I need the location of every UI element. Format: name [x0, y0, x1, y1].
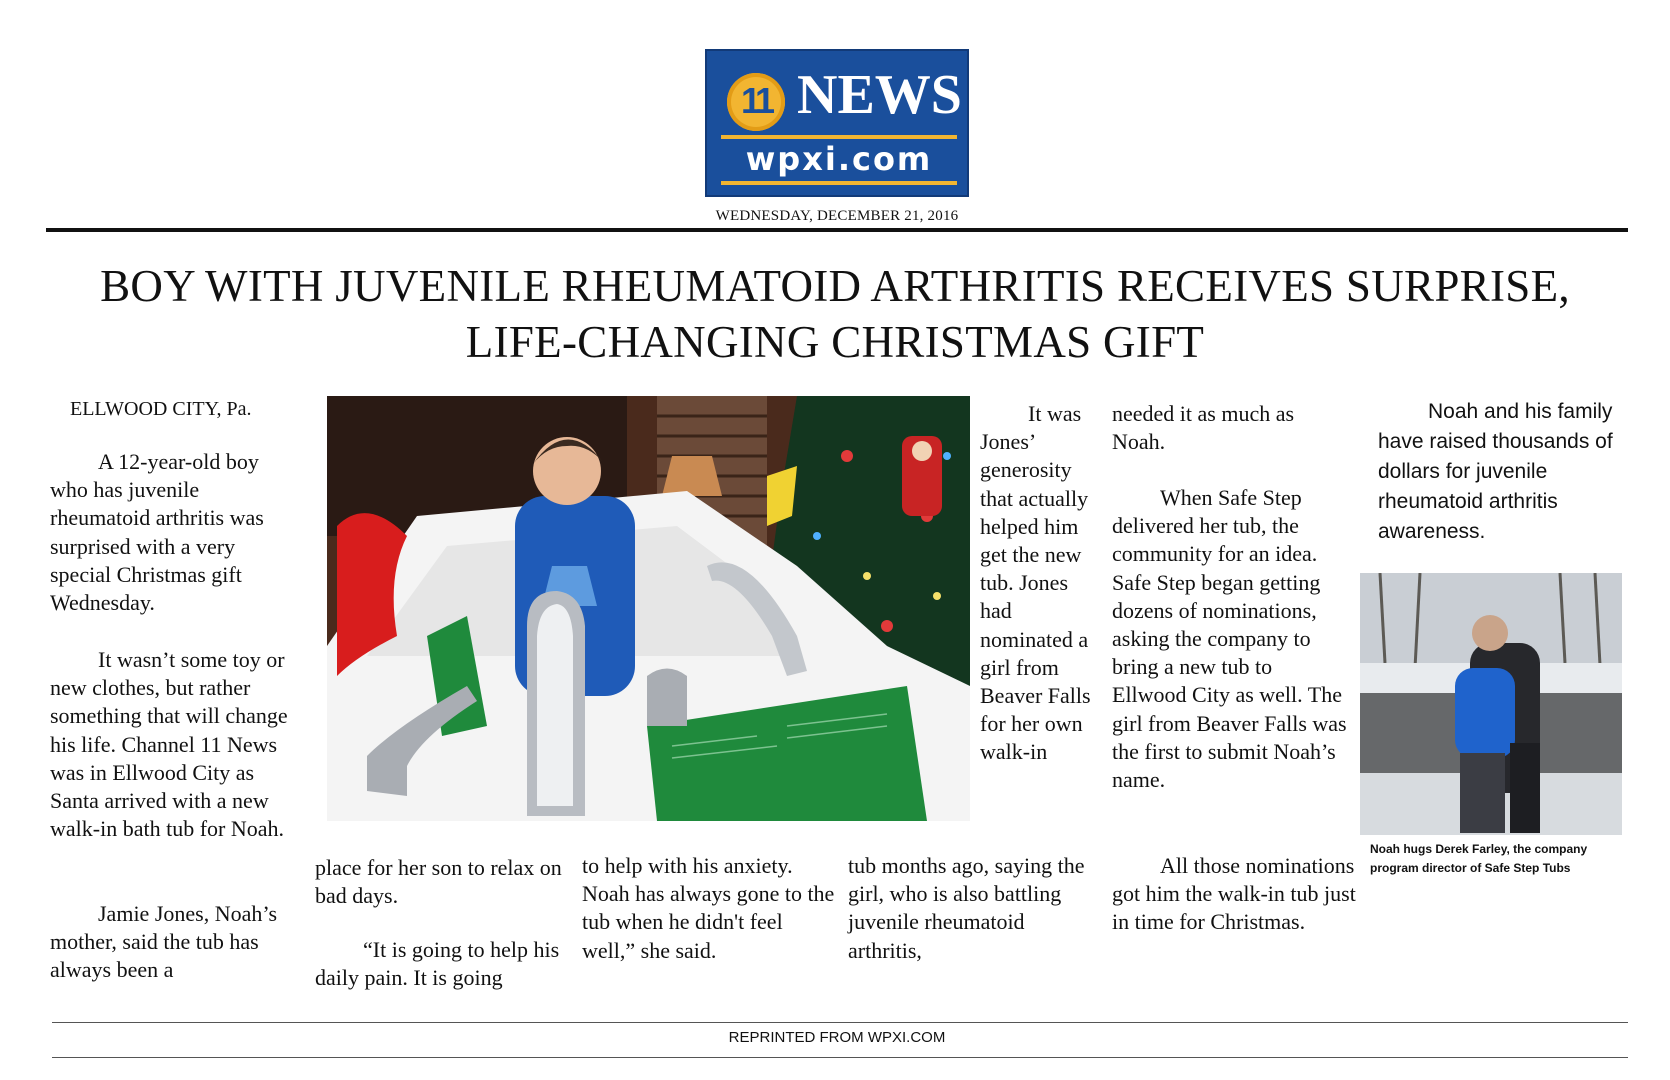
main-photo-noah-tub [327, 396, 970, 821]
article-continuation-col-4 [1112, 852, 1367, 937]
paragraph-3: Jamie Jones, Noah’s mother, said the tub has always been a [50, 901, 278, 983]
sidebar-photo-hug [1360, 573, 1622, 835]
article-column-1-para-2 [50, 646, 300, 843]
wpxi-news-logo [705, 49, 969, 197]
logo-url-text: wpxi.com [745, 140, 933, 178]
article-column-3-para [980, 400, 1093, 767]
paragraph-4: “It is going to help his daily pain. It is going [315, 937, 560, 991]
article-dateline: ELLWOOD CITY, Pa. [70, 398, 252, 420]
article-column-4-para-end [1112, 400, 1352, 456]
logo-divider-bottom [721, 181, 957, 185]
article-continuation-col-1 [315, 854, 570, 910]
article-continuation-col-1b [315, 936, 570, 992]
paragraph-2: It wasn’t some toy or new clothes, but rather something that will change his life. Channel 11 News was in Ellwood City as Santa arrived with a new walk-in bath tub for Noah. [50, 647, 288, 842]
article-continuation-col-2 [582, 852, 837, 965]
article-headline: BOY WITH JUVENILE RHEUMATOID ARTHRITIS RECEIVES SURPRISE, LIFE-CHANGING CHRISTMAS GIFT [100, 261, 1570, 367]
footer-rule-top [52, 1022, 1628, 1023]
paragraph-4-continued: to help with his anxiety. Noah has always gone to the tub when he didn't feel well,” she said. [582, 853, 835, 963]
paragraph-7: All those nominations got him the walk-in tub just in time for Christmas. [1112, 853, 1356, 935]
paragraph-6: When Safe Step delivered her tub, the community for an idea. Safe Step began getting dozens of nominations, asking the company to bring a new tub to Ellwood City as well. The girl from Beaver Falls was the first to submit Noah’s name. [1112, 485, 1347, 793]
paragraph-5: It was Jones’ generosity that actually helped him get the new tub. Jones had nominated a girl from Beaver Falls for her own walk-in [980, 401, 1091, 765]
photo-illustration [327, 396, 970, 821]
article-column-4-para-6 [1112, 484, 1352, 794]
reprint-footer: REPRINTED FROM WPXI.COM [728, 1029, 946, 1046]
article-continuation-col-3 [848, 852, 1103, 965]
paragraph-3-continued: place for her son to relax on bad days. [315, 855, 562, 909]
article-column-1-para-1 [50, 448, 300, 617]
sidebar-blurb [1378, 397, 1628, 547]
paragraph-5-continued: tub months ago, saying the girl, who is also battling juvenile rheumatoid arthritis, [848, 853, 1085, 963]
publication-date: WEDNESDAY, DECEMBER 21, 2016 [715, 208, 959, 224]
paragraph-5-end: needed it as much as Noah. [1112, 401, 1295, 455]
sidebar-text: Noah and his family have raised thousands of dollars for juvenile rheumatoid arthritis awareness. [1378, 400, 1613, 543]
logo-news-text: NEWS [797, 64, 962, 126]
sidebar-photo-illustration [1360, 573, 1622, 835]
sidebar-photo-caption: Noah hugs Derek Farley, the company program director of Safe Step Tubs [1370, 842, 1588, 875]
footer-rule-bottom [52, 1057, 1628, 1058]
channel-11-badge-icon: 11 [727, 73, 785, 131]
paragraph-1: A 12-year-old boy who has juvenile rheumatoid arthritis was surprised with a very special Christmas gift Wednesday. [50, 449, 264, 616]
article-column-1-para-3 [50, 900, 300, 985]
masthead-rule [46, 228, 1628, 232]
